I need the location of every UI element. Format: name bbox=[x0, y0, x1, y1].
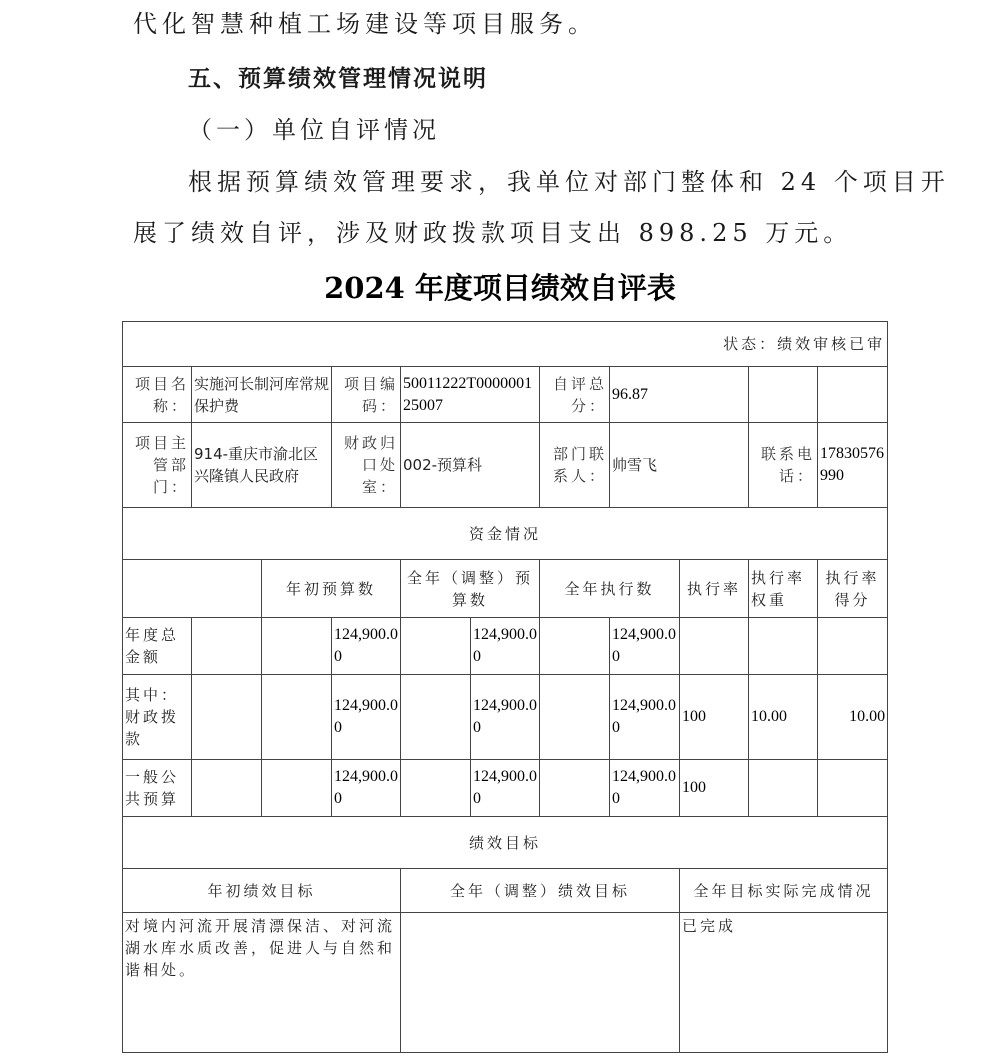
goals-section-row bbox=[123, 817, 888, 869]
project-code-label: 项目编码： bbox=[332, 367, 401, 423]
phone-value: 17830576990 bbox=[818, 423, 888, 508]
funds-section-row bbox=[123, 508, 888, 560]
empty-cell bbox=[262, 618, 332, 675]
project-name: 实施河长制河库常规保护费 bbox=[192, 367, 332, 423]
contact-value: 帅雪飞 bbox=[610, 423, 749, 508]
funds-weight bbox=[749, 760, 818, 817]
funds-adjusted: 124,900.00 bbox=[471, 760, 540, 817]
funds-executed: 124,900.00 bbox=[610, 618, 680, 675]
funds-row-label: 一般公共预算 bbox=[123, 760, 192, 817]
funds-weight bbox=[749, 618, 818, 675]
funds-executed: 124,900.00 bbox=[610, 760, 680, 817]
dept-label: 项目主管部门： bbox=[123, 423, 192, 508]
goal-adjusted bbox=[401, 913, 680, 1053]
project-info-row bbox=[123, 367, 888, 423]
performance-eval-table bbox=[122, 321, 888, 1053]
funds-header-row bbox=[123, 560, 888, 618]
empty-cell bbox=[540, 675, 610, 760]
empty-cell bbox=[262, 675, 332, 760]
funds-adjusted: 124,900.00 bbox=[471, 675, 540, 760]
status-text: 状态：绩效审核已审 bbox=[123, 322, 888, 367]
empty-cell bbox=[401, 760, 471, 817]
funds-score bbox=[818, 760, 888, 817]
empty-cell bbox=[749, 367, 818, 423]
empty-cell bbox=[540, 760, 610, 817]
finance-office-label: 财政归口处室： bbox=[332, 423, 401, 508]
funds-row bbox=[123, 618, 888, 675]
table-title: 2024 年度项目绩效自评表 bbox=[324, 271, 676, 305]
section-heading: 五、预算绩效管理情况说明 bbox=[188, 66, 488, 92]
dept-value: 914-重庆市渝北区兴隆镇人民政府 bbox=[192, 423, 332, 508]
funds-rate bbox=[680, 618, 749, 675]
empty-cell bbox=[123, 560, 262, 618]
funds-initial: 124,900.00 bbox=[332, 618, 401, 675]
body-line-1: 根据预算绩效管理要求，我单位对部门整体和 24 个项目开 bbox=[188, 168, 950, 196]
empty-cell bbox=[818, 367, 888, 423]
funds-header-executed: 全年执行数 bbox=[540, 560, 680, 618]
goals-header-initial: 年初绩效目标 bbox=[123, 869, 401, 913]
empty-cell bbox=[192, 760, 262, 817]
funds-section-title: 资金情况 bbox=[123, 508, 888, 560]
phone-label: 联系电话： bbox=[749, 423, 818, 508]
contact-label: 部门联系人： bbox=[540, 423, 610, 508]
funds-rate: 100 bbox=[680, 760, 749, 817]
funds-header-score: 执行率得分 bbox=[818, 560, 888, 618]
funds-row bbox=[123, 675, 888, 760]
funds-row-label: 其中：财政拨款 bbox=[123, 675, 192, 760]
empty-cell bbox=[192, 618, 262, 675]
funds-score bbox=[818, 618, 888, 675]
goal-actual: 已完成 bbox=[680, 913, 888, 1053]
goals-row bbox=[123, 913, 888, 1053]
funds-row bbox=[123, 760, 888, 817]
goals-header-row bbox=[123, 869, 888, 913]
paragraph-tail: 代化智慧种植工场建设等项目服务。 bbox=[133, 10, 597, 38]
goal-initial: 对境内河流开展清漂保洁、对河流湖水库水质改善，促进人与自然和谐相处。 bbox=[123, 913, 401, 1053]
self-score-label: 自评总分： bbox=[540, 367, 610, 423]
empty-cell bbox=[262, 760, 332, 817]
funds-header-weight: 执行率权重 bbox=[749, 560, 818, 618]
subsection-heading: （一）单位自评情况 bbox=[188, 116, 440, 144]
funds-header-adjusted: 全年（调整）预算数 bbox=[401, 560, 540, 618]
funds-row-label: 年度总金额 bbox=[123, 618, 192, 675]
goals-header-actual: 全年目标实际完成情况 bbox=[680, 869, 888, 913]
empty-cell bbox=[540, 618, 610, 675]
funds-header-rate: 执行率 bbox=[680, 560, 749, 618]
goals-section-title: 绩效目标 bbox=[123, 817, 888, 869]
project-code: 50011222T000000125007 bbox=[401, 367, 540, 423]
project-name-label: 项目名称： bbox=[123, 367, 192, 423]
funds-initial: 124,900.00 bbox=[332, 760, 401, 817]
body-line-2: 展了绩效自评，涉及财政拨款项目支出 898.25 万元。 bbox=[133, 219, 853, 247]
finance-office-value: 002-预算科 bbox=[401, 423, 540, 508]
funds-initial: 124,900.00 bbox=[332, 675, 401, 760]
funds-score: 10.00 bbox=[818, 675, 888, 760]
funds-executed: 124,900.00 bbox=[610, 675, 680, 760]
funds-header-initial: 年初预算数 bbox=[262, 560, 401, 618]
funds-weight: 10.00 bbox=[749, 675, 818, 760]
empty-cell bbox=[401, 618, 471, 675]
dept-info-row bbox=[123, 423, 888, 508]
goals-header-adjusted: 全年（调整）绩效目标 bbox=[401, 869, 680, 913]
funds-adjusted: 124,900.00 bbox=[471, 618, 540, 675]
self-score: 96.87 bbox=[610, 367, 749, 423]
funds-rate: 100 bbox=[680, 675, 749, 760]
status-row bbox=[123, 322, 888, 367]
empty-cell bbox=[192, 675, 262, 760]
empty-cell bbox=[401, 675, 471, 760]
